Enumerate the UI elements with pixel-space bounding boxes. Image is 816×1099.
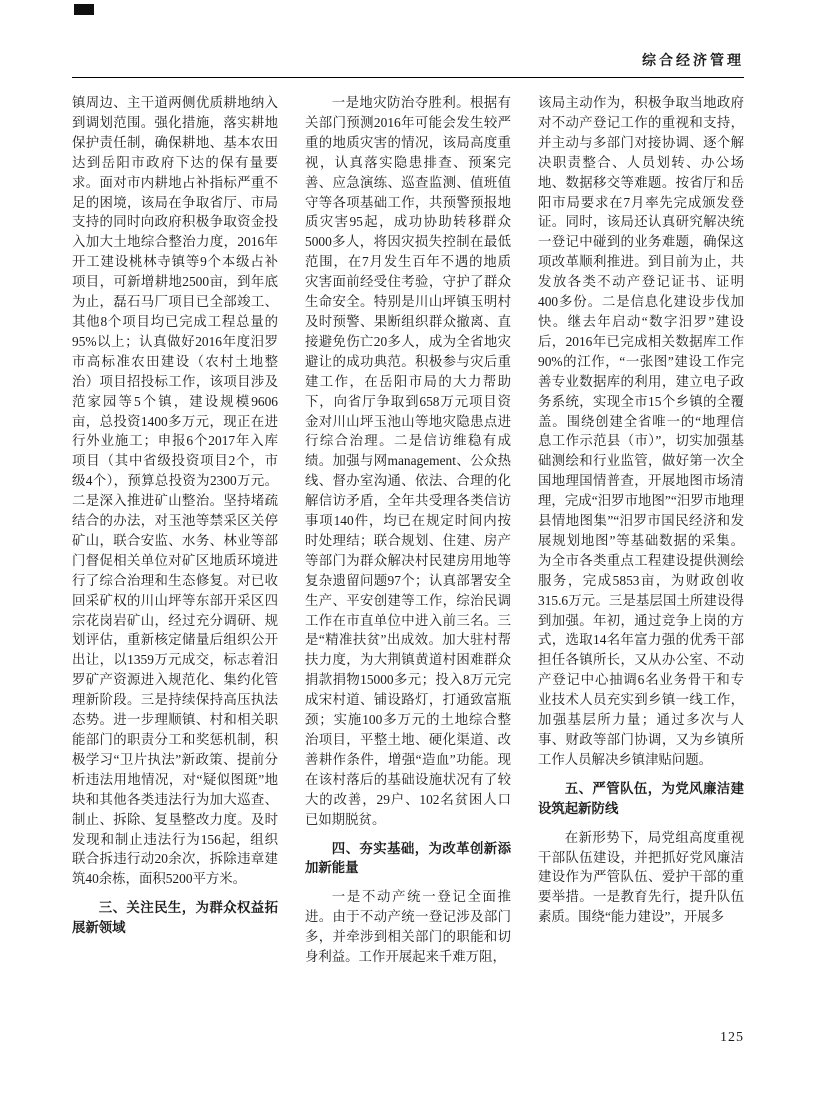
article-content — [72, 93, 744, 967]
article-column-3 — [538, 93, 744, 967]
paragraph: 一是不动产统一登记全面推进。由于不动产统一登记涉及部门多，并牵涉到相关部门的职能和切身利益。工作开展起来千难万阻， — [305, 889, 511, 965]
section-heading: 五、严管队伍，为党风廉洁建设筑起新防线 — [538, 780, 744, 816]
section-heading: 三、关注民生，为群众权益拓展新领域 — [72, 900, 278, 936]
header-rule — [72, 77, 744, 78]
print-corner-mark — [74, 4, 94, 15]
article-column-2 — [305, 93, 511, 967]
paragraph: 镇周边、主干道两侧优质耕地纳入到调划范围。强化措施，落实耕地保护责任制，确保耕地、基本农田达到岳阳市政府下达的保有量要求。面对市内耕地占补指标严重不足的困境，该局在争取省厅、市局支持的同时向政府积极争取资金投入加大土地综合整治力度，2016年开工建设桃林寺镇等9个本级占补项目，可新增耕地2500亩，到年底为止，磊石马厂项目已全部竣工、其他8个项目均已完成工程总量的95%以上；认真做好2016年度汨罗市高标准农田建设（农村土地整治）项目招投标工作，该项目涉及范家园等5个镇，建设规模9606亩，总投资1400多万元，现正在进行外业施工；申报6个2017年入库项目（其中省级投资项目2个，市级4个），预算总投资为2300万元。二是深入推进矿山整治。坚持堵疏结合的办法，对玉池等禁采区关停矿山，联合安监、水务、林业等部门督促相关单位对矿区地质环境进行了综合治理和生态修复。对已收回采矿权的川山坪等东部开采区四宗花岗岩矿山，经过充分调研、规划评估，重新核定储量后组织公开出让，以1359万元成交，标志着汨罗矿产资源进入规范化、集约化管理新阶段。三是持续保持高压执法态势。进一步理顺镇、村和相关职能部门的职责分工和奖惩机制，积极学习“卫片执法”新政策、提前分析违法用地情况，对“疑似图斑”地块和其他各类违法行为加大巡查、制止、拆除、复垦整改力度。及时发现和制止违法行为156起，组织联合拆违行动20余次，拆除违章建筑40余栋，面积5200平方米。 — [72, 95, 278, 887]
page-number: 125 — [720, 1030, 744, 1045]
paragraph: 一是地灾防治夺胜利。根据有关部门预测2016年可能会发生较严重的地质灾害的情况，该局高度重视，认真落实隐患排查、预案完善、应急演练、巡查监测、值班值守等各项基础工作，共预警预报地质灾害95起，成功协助转移群众5000多人，将因灾损失控制在最低范围，在7月发生百年不遇的地质灾害面前经受住考验，守护了群众生命安全。特别是川山坪镇玉明村及时预警、果断组织群众撤离、直接避免伤亡20多人，成为全省地灾避让的成功典范。积极参与灾后重建工作，在岳阳市局的大力帮助下，向省厅争取到658万元项目资金对川山坪玉池山等地灾隐患点进行综合治理。二是信访维稳有成绩。加强与网management、公众热线、督办室沟通、依法、合理的化解信访矛盾，全年共受理各类信访事项140件，均已在规定时间内按时处理结；联合规划、住建、房产等部门为群众解决村民建房用地等复杂遗留问题97个；认真部署安全生产、平安创建等工作，综治民调工作在市直单位中进入前三名。三是“精准扶贫”出成效。加大驻村帮扶力度，为大荆镇黄道村困难群众捐款捐物15000多元；投入8万元完成宋村道、铺设路灯，打通致富瓶颈；实施100多万元的土地综合整治项目，平整土地、硬化渠道、改善耕作条件，增强“造血”功能。现在该村落后的基础设施状况有了较大的改善，29户、102名贫困人口已如期脱贫。 — [305, 95, 511, 827]
section-heading: 四、夯实基础，为改革创新添加新能量 — [305, 840, 511, 876]
paragraph: 该局主动作为，积极争取当地政府对不动产登记工作的重视和支持，并主动与多部门对接协调、逐个解决职责整合、人员划转、办公场地、数据移交等难题。按省厅和岳阳市局要求在7月率先完成颁发登证。同时，该局还认真研究解决统一登记中碰到的业务难题，确保这项改革顺利推进。到目前为止，共发放各类不动产登记证书、证明400多份。二是信息化建设步伐加快。继去年启动“数字汨罗”建设后，2016年已完成相关数据库工作90%的江作，“一张图”建设工作完善专业数据库的利用，建立电子政务系统，实现全市15个乡镇的全覆盖。围绕创建全省唯一的“地理信息工作示范县（市）”，切实加强基础测绘和行业监管，做好第一次全国地理国情普查，开展地图市场清理，完成“汨罗市地图”“汨罗市地理县情地图集”“汨罗市国民经济和发展规划地图”等基础数据的采集。为全市各类重点工程建设提供测绘服务，完成5853亩，为财政创收315.6万元。三是基层国土所建设得到加强。年初，通过竞争上岗的方式，选取14名年富力强的优秀干部担任各镇所长，又从办公室、不动产登记中心抽调6名业务骨干和专业技术人员充实到乡镇一线工作，加强基层所力量；通过多次与人事、财政等部门协调，又为乡镇所工作人员解决乡镇津贴问题。 — [538, 95, 744, 767]
page-header — [72, 50, 744, 70]
paragraph: 在新形势下，局党组高度重视干部队伍建设，并把抓好党风廉洁建设作为严管队伍、爱护干部的重要举措。一是教育先行，提升队伍素质。围绕“能力建设”，开展多 — [538, 829, 744, 925]
page-header-title: 综合经济管理 — [642, 54, 744, 69]
article-column-1 — [72, 93, 278, 967]
